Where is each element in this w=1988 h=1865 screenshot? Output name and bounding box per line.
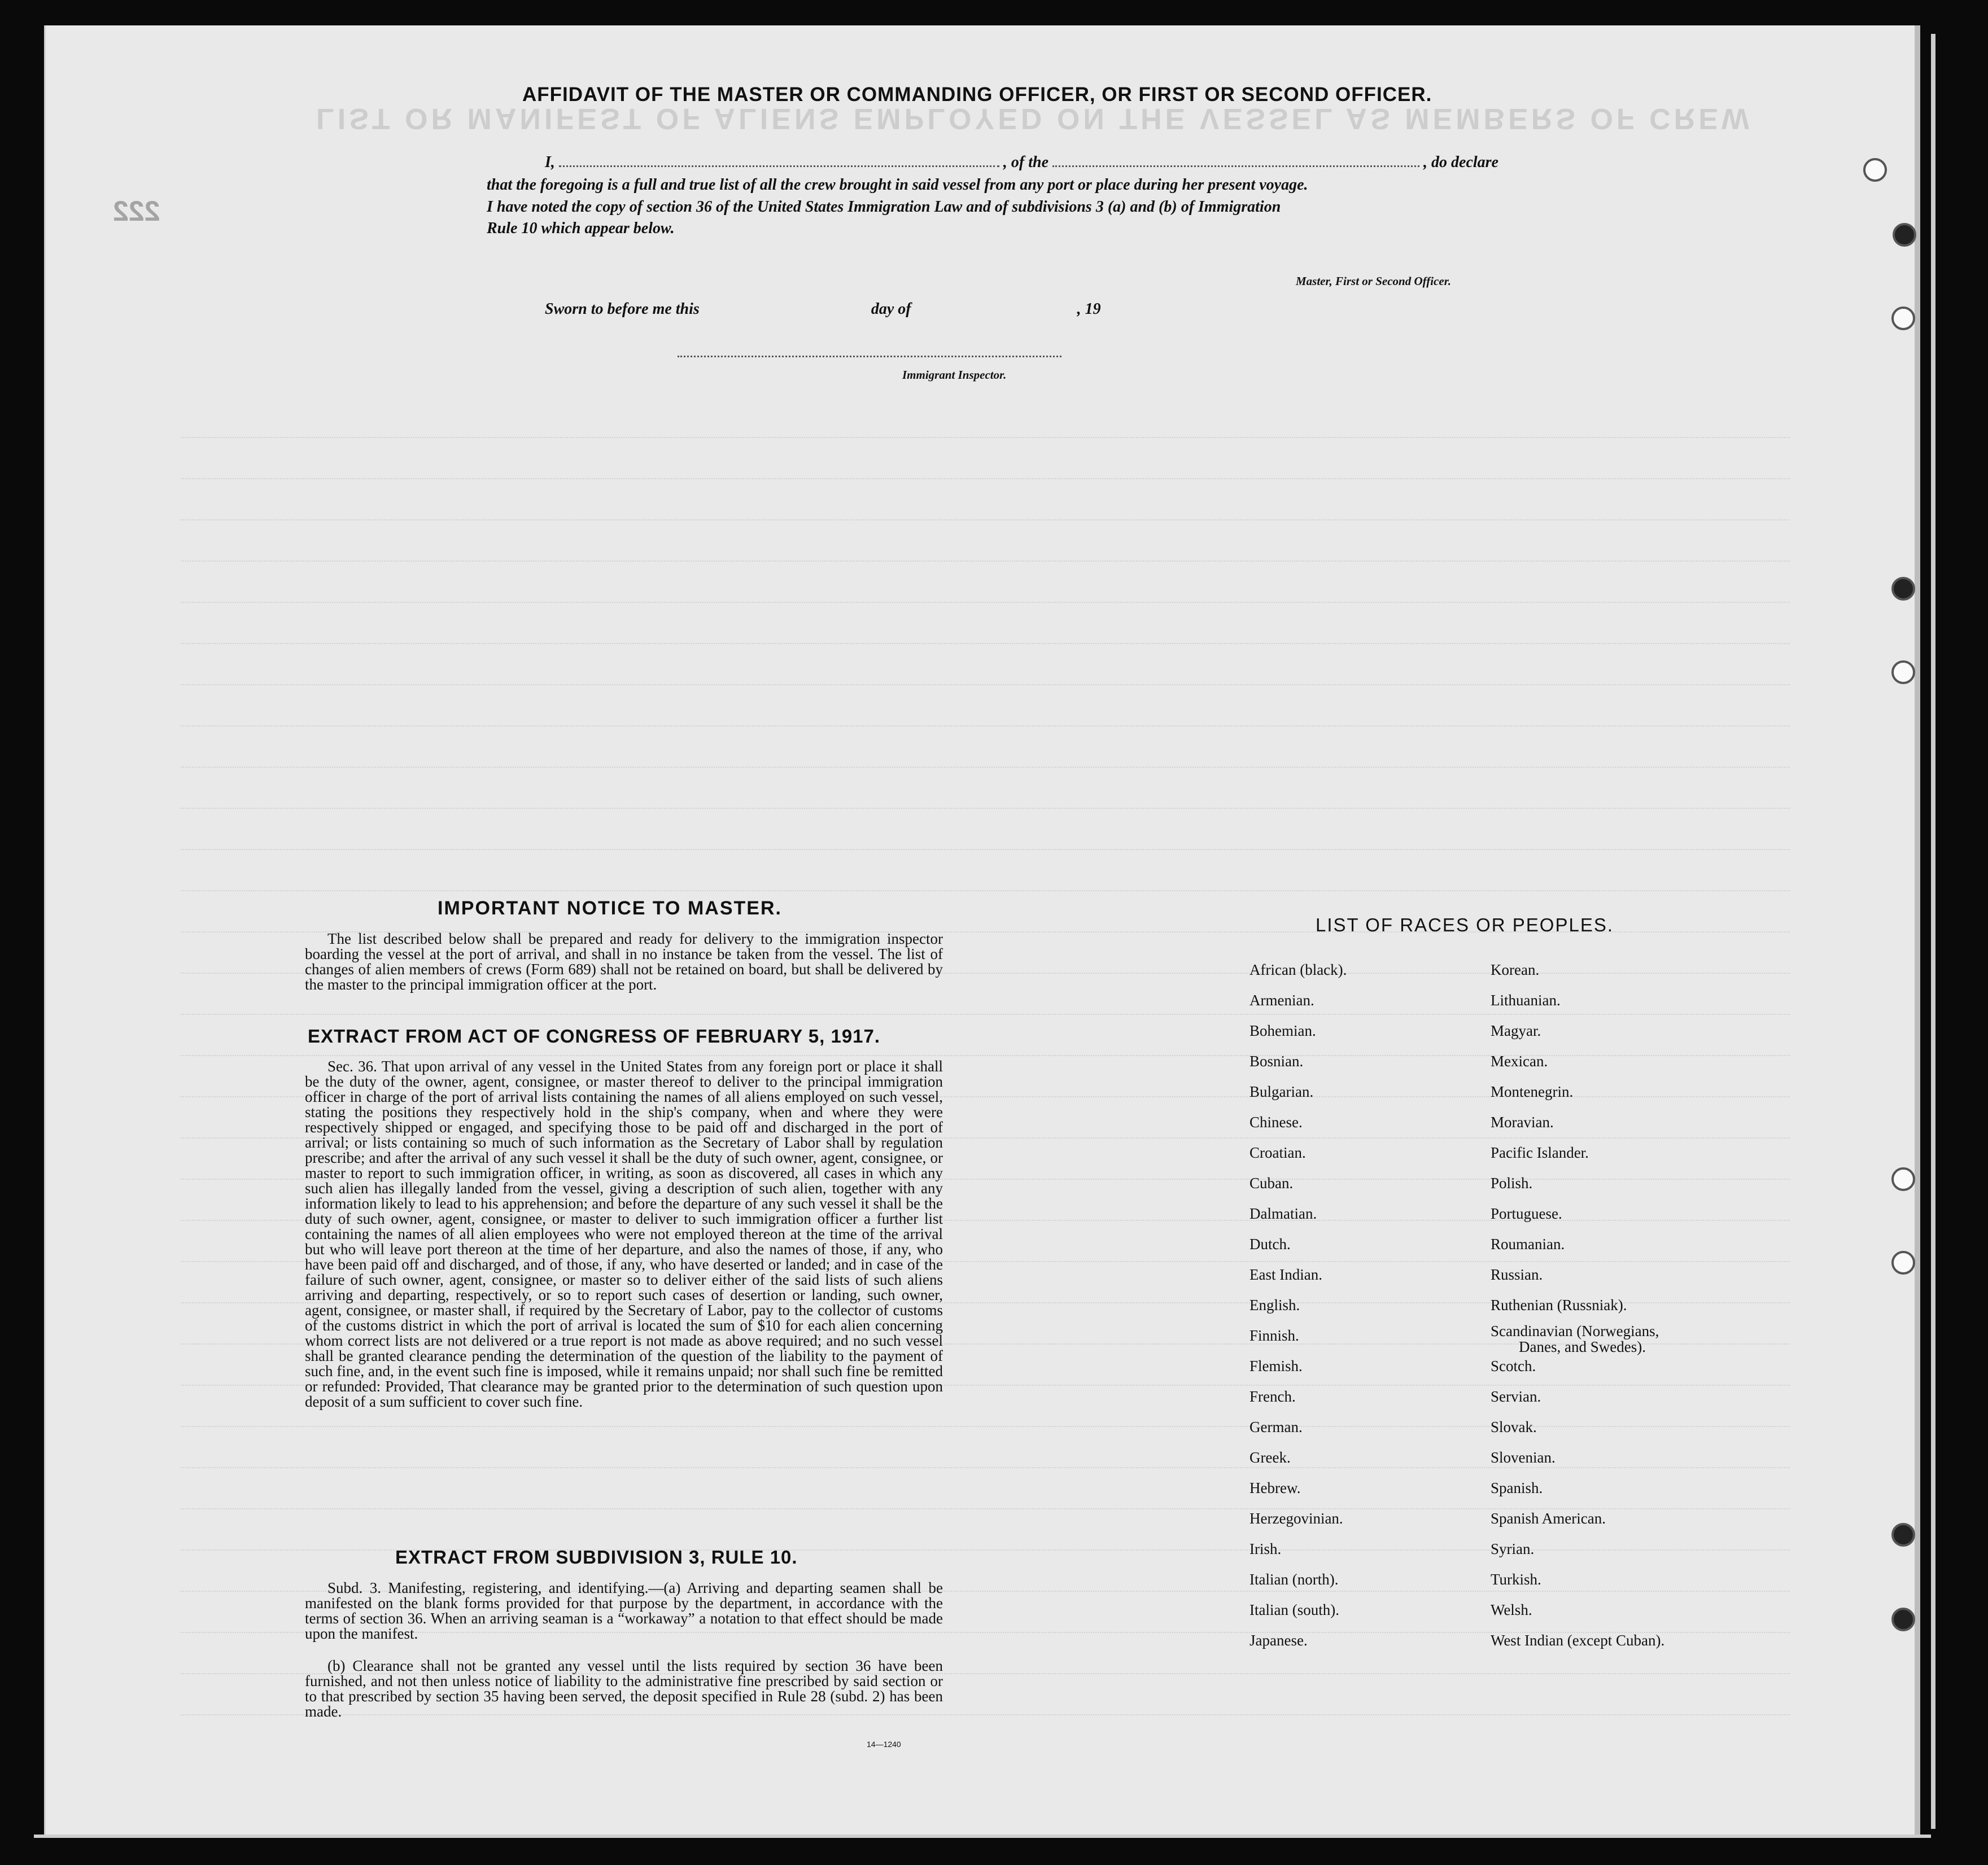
race-item: Moravian. bbox=[1491, 1114, 1554, 1131]
race-item: Lithuanian. bbox=[1491, 992, 1561, 1009]
binder-hole bbox=[1863, 158, 1887, 182]
affidavit-line-2: that the foregoing is a full and true list of all the crew brought in said vessel from any port or place during her present voyage. bbox=[487, 176, 1308, 194]
bleed-through-row bbox=[181, 583, 1790, 603]
races-title: LIST OF RACES OR PEOPLES. bbox=[1316, 914, 1614, 935]
race-item: Ruthenian (Russniak). bbox=[1491, 1297, 1627, 1314]
bleed-through-row bbox=[181, 459, 1790, 479]
race-item: Syrian. bbox=[1491, 1540, 1535, 1557]
binder-hole bbox=[1891, 307, 1915, 330]
race-item: Bohemian. bbox=[1249, 1022, 1316, 1039]
race-item: Slovak. bbox=[1491, 1419, 1537, 1435]
bleed-through-row bbox=[181, 830, 1790, 850]
binder-hole bbox=[1891, 1251, 1915, 1275]
race-item: Herzegovinian. bbox=[1249, 1510, 1343, 1527]
vessel-name-blank[interactable] bbox=[1052, 154, 1419, 167]
race-item: Dalmatian. bbox=[1249, 1205, 1317, 1222]
notice-title: IMPORTANT NOTICE TO MASTER. bbox=[438, 898, 782, 919]
master-name-blank[interactable] bbox=[559, 154, 999, 167]
race-item: Korean. bbox=[1491, 961, 1540, 978]
race-item: Spanish American. bbox=[1491, 1510, 1606, 1527]
extract-rule-para-a: Subd. 3. Manifesting, registering, and identifying.—(a) Arriving and departing seamen shall be manifested on the blank forms provided for that purpose by the department, in accordance with the terms of section 36. When an arriving seaman is a “workaway” a notation to that effect should be made upon the manifest. bbox=[305, 1579, 943, 1642]
affidavit-line-4: Rule 10 which appear below. bbox=[487, 220, 675, 237]
affidavit-line-1 bbox=[545, 154, 1498, 172]
bleed-through-row bbox=[181, 706, 1790, 726]
race-item: Italian (south). bbox=[1249, 1601, 1339, 1618]
day-of-label: day of bbox=[871, 300, 911, 318]
race-item: Servian. bbox=[1491, 1388, 1541, 1405]
race-item: Bulgarian. bbox=[1249, 1083, 1314, 1100]
sworn-line bbox=[545, 300, 1101, 318]
bleed-through-title: LIST OR MANIFEST OF ALIENS EMPLOYED ON THE VESSEL AS MEMBERS OF CREW bbox=[316, 102, 1753, 135]
race-item: Scotch. bbox=[1491, 1358, 1536, 1374]
race-item: Bosnian. bbox=[1249, 1053, 1304, 1070]
race-item: Montenegrin. bbox=[1491, 1083, 1574, 1100]
race-item: African (black). bbox=[1249, 961, 1347, 978]
race-item: Magyar. bbox=[1491, 1022, 1541, 1039]
bleed-through-row bbox=[181, 500, 1790, 520]
race-item: Hebrew. bbox=[1249, 1479, 1301, 1496]
bleed-through-row bbox=[181, 418, 1790, 438]
race-item: English. bbox=[1249, 1297, 1300, 1314]
binder-hole bbox=[1891, 660, 1915, 684]
affidavit-of-the-label: , of the bbox=[1003, 154, 1049, 171]
race-item: Spanish. bbox=[1491, 1479, 1543, 1496]
race-item: Greek. bbox=[1249, 1449, 1291, 1466]
race-item: Cuban. bbox=[1249, 1175, 1294, 1192]
race-item: Turkish. bbox=[1491, 1571, 1541, 1588]
race-item: Russian. bbox=[1491, 1266, 1543, 1283]
stacked-page-bottom-edge bbox=[34, 1835, 1931, 1838]
bleed-through-row bbox=[181, 541, 1790, 562]
extract-rule-para-b: (b) Clearance shall not be granted any vessel until the lists required by section 36 have been furnished, and not then unless notice of liability to the administrative fine prescribed by said section or to that prescribed by section 35 having been served, the deposit specified in Rule 28 (subd. 2) has been made. bbox=[305, 1657, 943, 1720]
race-item: Roumanian. bbox=[1491, 1236, 1565, 1253]
race-item: Polish. bbox=[1491, 1175, 1533, 1192]
extract-act-title: EXTRACT FROM ACT OF CONGRESS OF FEBRUARY 5, 1917. bbox=[308, 1026, 881, 1047]
sworn-label: Sworn to before me this bbox=[545, 300, 700, 318]
binder-hole bbox=[1891, 1608, 1915, 1631]
stacked-page-edge bbox=[1931, 34, 1935, 1829]
extract-rule-title: EXTRACT FROM SUBDIVISION 3, RULE 10. bbox=[395, 1547, 798, 1568]
page-mark: 222 bbox=[113, 195, 160, 227]
race-item: Irish. bbox=[1249, 1540, 1282, 1557]
race-item: East Indian. bbox=[1249, 1266, 1322, 1283]
affidavit-line-3: I have noted the copy of section 36 of the United States Immigration Law and of subdivisions 3 (a) and (b) of Immigration bbox=[487, 198, 1281, 216]
race-item: Pacific Islander. bbox=[1491, 1144, 1589, 1161]
affidavit-i-label: I, bbox=[545, 154, 555, 171]
bleed-through-row bbox=[181, 871, 1790, 891]
bleed-through-row bbox=[181, 624, 1790, 644]
notice-body: The list described below shall be prepared and ready for delivery to the immigration inspector boarding the vessel at the port of arrival, and shall in no instance be taken from the vessel. The list of changes of alien members of crews (Form 689) shall not be retained on board, but shall be delivered by the master to the principal immigration officer at the port. bbox=[305, 930, 943, 993]
race-item: Japanese. bbox=[1249, 1632, 1308, 1649]
race-item: Slovenian. bbox=[1491, 1449, 1556, 1466]
race-item: German. bbox=[1249, 1419, 1303, 1435]
bleed-through-row bbox=[181, 665, 1790, 685]
page-edge bbox=[1915, 25, 1920, 1837]
affidavit-do-declare-label: , do declare bbox=[1423, 154, 1498, 171]
race-item: Chinese. bbox=[1249, 1114, 1303, 1131]
race-item: Mexican. bbox=[1491, 1053, 1548, 1070]
form-number: 14—1240 bbox=[867, 1740, 901, 1749]
binder-hole bbox=[1893, 223, 1916, 247]
race-item: West Indian (except Cuban). bbox=[1491, 1632, 1665, 1649]
race-item: Italian (north). bbox=[1249, 1571, 1339, 1588]
bleed-through-row bbox=[181, 747, 1790, 768]
year-label: , 19 bbox=[1077, 300, 1101, 318]
binder-hole bbox=[1891, 1523, 1915, 1547]
bleed-through-row bbox=[181, 1489, 1790, 1509]
binder-hole bbox=[1891, 1167, 1915, 1191]
inspector-label: Immigrant Inspector. bbox=[902, 368, 1007, 382]
race-item: Portuguese. bbox=[1491, 1205, 1562, 1222]
signature-label: Master, First or Second Officer. bbox=[1296, 274, 1451, 288]
race-item: Scandinavian (Norwegians, bbox=[1491, 1323, 1659, 1339]
race-item: Dutch. bbox=[1249, 1236, 1291, 1253]
affidavit-title: AFFIDAVIT OF THE MASTER OR COMMANDING OFFICER, OR FIRST OR SECOND OFFICER. bbox=[522, 84, 1432, 106]
extract-act-body: Sec. 36. That upon arrival of any vessel in the United States from any foreign port or place it shall be the duty of the owner, agent, consignee, or master thereof to deliver to the principal immigration officer in charge of the port of arrival lists containing the names of all aliens employed on such vessel, stating the positions they respectively hold in the ship's company, when and where they were respectively shipped or engaged, and specifying those to be paid off and discharged in the port of arrival; or lists containing so much of such information as the Secretary of Labor shall by regulation prescribe; and after the arrival of any such vessel it shall be the duty of such owner, agent, consignee, or master to report to such immigration officer, in writing, as soon as discovered, all cases in which any such alien has illegally landed from the vessel, giving a description of such alien, together with any information likely to lead to his apprehension; and before the departure of any such vessel it shall be the duty of such owner, agent, consignee, or master to deliver to such immigration officer a further list containing the names of all alien employees who were not employed thereon at the time of the arrival but who will leave port thereon at the time of her departure, and also the names of those, if any, who have been paid off and discharged, and of those, if any, who have deserted or landed; and in case of the failure of such owner, agent, consignee, or master so to deliver either of the said lists of such aliens arriving and departing, respectively, or so to report such cases of desertion or landing, such owner, agent, consignee, or master shall, if required by the Secretary of Labor, pay to the collector of customs of the customs district in which the port of arrival is located the sum of $10 for each alien concerning whom correct lists are not delivered or a true report is not made as above required; and no such vessel shall be granted clearance pending the determination of the question of the liability to the payment of such fine, and, in the event such fine is imposed, while it remains unpaid; nor shall such fine be remitted or refunded: Provided, That clearance may be granted prior to the determination of such question upon deposit of a sum sufficient to cover such fine. bbox=[305, 1058, 943, 1410]
race-item: Armenian. bbox=[1249, 992, 1314, 1009]
race-item: Finnish. bbox=[1249, 1327, 1299, 1344]
bleed-through-row bbox=[181, 789, 1790, 809]
binder-hole bbox=[1891, 577, 1915, 601]
race-item: Croatian. bbox=[1249, 1144, 1306, 1161]
inspector-signature-line[interactable] bbox=[678, 354, 1061, 357]
race-item: Welsh. bbox=[1491, 1601, 1532, 1618]
race-item: French. bbox=[1249, 1388, 1296, 1405]
race-item: Danes, and Swedes). bbox=[1519, 1338, 1646, 1355]
race-item: Flemish. bbox=[1249, 1358, 1303, 1374]
